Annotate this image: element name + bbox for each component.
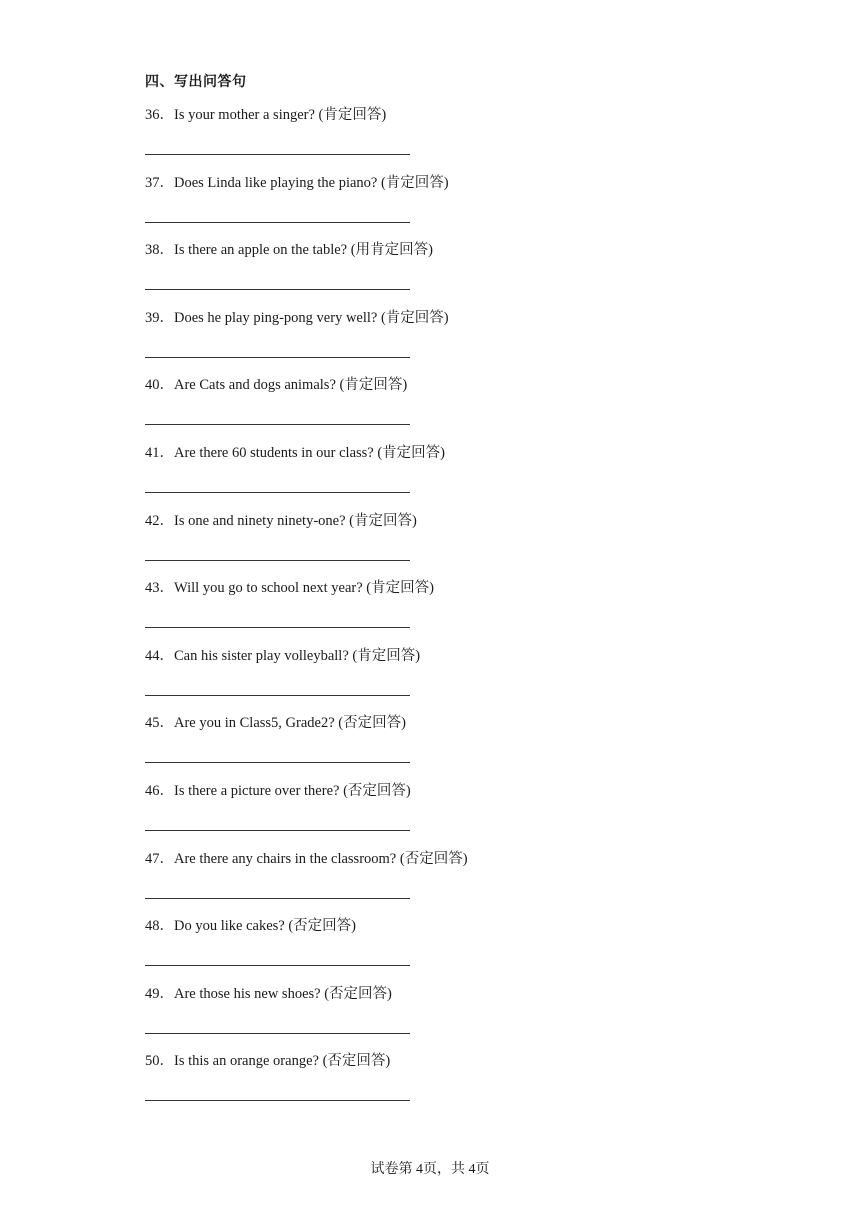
answer-line[interactable] bbox=[145, 357, 410, 358]
question-item bbox=[145, 712, 745, 780]
section-title: 四、写出问答句 bbox=[145, 74, 247, 90]
answer-line[interactable] bbox=[145, 830, 410, 831]
answer-line[interactable] bbox=[145, 898, 410, 899]
question-prompt: Will you go to school next year? (肯定回答) bbox=[174, 580, 434, 597]
answer-line[interactable] bbox=[145, 492, 410, 493]
question-number: 48． bbox=[145, 918, 174, 935]
answer-line[interactable] bbox=[145, 222, 410, 223]
question-text bbox=[145, 104, 386, 126]
question-item bbox=[145, 510, 745, 578]
question-prompt: Are there 60 students in our class? (肯定回答) bbox=[174, 444, 446, 461]
question-text bbox=[145, 645, 420, 667]
question-text bbox=[145, 374, 407, 396]
question-prompt: Are Cats and dogs animals? (肯定回答) bbox=[174, 377, 408, 394]
question-number: 47． bbox=[145, 850, 174, 867]
question-prompt: Is your mother a singer? (肯定回答) bbox=[174, 107, 387, 123]
answer-line[interactable] bbox=[145, 560, 410, 561]
question-prompt: Does Linda like playing the piano? (肯定回答) bbox=[174, 174, 449, 191]
question-prompt: Are you in Class5, Grade2? (否定回答) bbox=[174, 715, 406, 732]
question-number: 36． bbox=[145, 107, 174, 123]
question-text bbox=[145, 307, 449, 329]
question-number: 38． bbox=[145, 242, 174, 259]
question-text bbox=[145, 442, 445, 464]
question-number: 41． bbox=[145, 444, 174, 461]
answer-line[interactable] bbox=[145, 762, 410, 763]
question-item bbox=[145, 172, 745, 240]
answer-line[interactable] bbox=[145, 1100, 410, 1101]
answer-line[interactable] bbox=[145, 695, 410, 696]
question-item bbox=[145, 915, 745, 983]
question-item bbox=[145, 307, 745, 375]
question-prompt: Is this an orange orange? (否定回答) bbox=[174, 1053, 391, 1070]
page-footer: 试卷第 4页，共 4页 bbox=[370, 1162, 490, 1177]
question-text bbox=[145, 983, 392, 1005]
question-prompt: Is there an apple on the table? (用肯定回答) bbox=[174, 242, 433, 259]
question-text bbox=[145, 577, 434, 599]
answer-line[interactable] bbox=[145, 1033, 410, 1034]
question-item bbox=[145, 442, 745, 510]
question-prompt: Are those his new shoes? (否定回答) bbox=[174, 985, 392, 1002]
answer-line[interactable] bbox=[145, 627, 410, 628]
question-item bbox=[145, 577, 745, 645]
answer-line[interactable] bbox=[145, 424, 410, 425]
question-item bbox=[145, 848, 745, 916]
question-number: 46． bbox=[145, 782, 174, 799]
question-text bbox=[145, 1050, 390, 1072]
question-text bbox=[145, 915, 356, 937]
question-number: 40． bbox=[145, 377, 174, 394]
question-text bbox=[145, 239, 433, 261]
question-prompt: Are there any chairs in the classroom? (否定回答) bbox=[174, 850, 468, 867]
question-prompt: Do you like cakes? (否定回答) bbox=[174, 918, 357, 935]
question-text bbox=[145, 848, 468, 870]
question-number: 50． bbox=[145, 1053, 174, 1070]
question-number: 49． bbox=[145, 985, 174, 1002]
question-number: 45． bbox=[145, 715, 174, 732]
question-prompt: Is there a picture over there? (否定回答) bbox=[174, 782, 411, 799]
question-number: 39． bbox=[145, 309, 174, 326]
question-item bbox=[145, 1050, 745, 1118]
question-text bbox=[145, 780, 411, 802]
question-item bbox=[145, 780, 745, 848]
answer-line[interactable] bbox=[145, 289, 410, 290]
question-number: 42． bbox=[145, 512, 174, 529]
answer-line[interactable] bbox=[145, 154, 410, 155]
question-text bbox=[145, 712, 406, 734]
question-list bbox=[145, 104, 745, 1118]
question-item bbox=[145, 374, 745, 442]
question-number: 44． bbox=[145, 647, 174, 664]
question-prompt: Does he play ping-pong very well? (肯定回答) bbox=[174, 309, 449, 326]
question-item bbox=[145, 104, 745, 172]
answer-line[interactable] bbox=[145, 965, 410, 966]
question-text bbox=[145, 172, 449, 194]
question-item bbox=[145, 645, 745, 713]
question-prompt: Can his sister play volleyball? (肯定回答) bbox=[174, 647, 421, 664]
question-number: 43． bbox=[145, 580, 174, 597]
question-prompt: Is one and ninety ninety-one? (肯定回答) bbox=[174, 512, 417, 529]
question-item bbox=[145, 983, 745, 1051]
question-number: 37． bbox=[145, 174, 174, 191]
question-text bbox=[145, 510, 417, 532]
question-item bbox=[145, 239, 745, 307]
